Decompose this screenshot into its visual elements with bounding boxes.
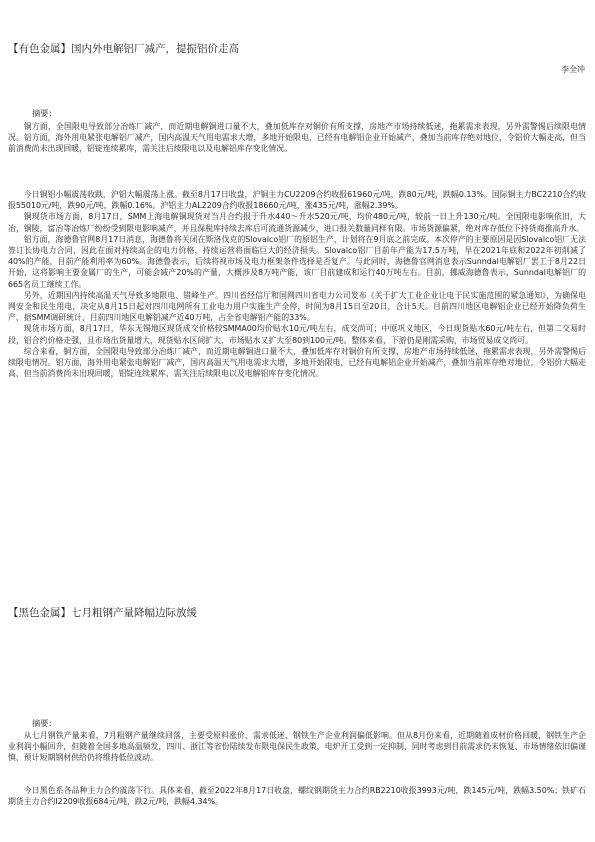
- section-title-ferrous: 【黑色金属】七月粗钢产量降幅边际放缓: [8, 607, 197, 619]
- abstract-body-nonferrous: [8, 121, 586, 155]
- main-body-ferrous: [8, 785, 586, 807]
- abstract-label: 摘要：: [32, 718, 57, 728]
- paragraph-market-close: 今日铜铝小幅震荡收跌，沪铝大幅震荡上涨。截至8月17日收盘，沪铜主力CU2209合约收报61960元/吨，跌80元/吨，跌幅0.13%。国际铜主力BC2210合约收报55010元/吨，跌90元/吨，跌幅0.16%。沪铝主力AL2209合约收报18660元/吨，涨435元/吨，涨幅2.39%。: [8, 190, 586, 211]
- paragraph-power-limit: 另外，近期国内持续高温天气导致多地限电、错峰生产。四川省经信厅和国网四川省电力公司发布《关于扩大工业企业让电于民实施范围的紧急通知》，为确保电网安全和民生用电，决定从8月15日起对四川电网所有工业电力用户实施生产全停，时间为8月15日至20日，合计5天。目前四川地区电解铝企业已经开始降负荷生产，据SMM调研统计，目前四川地区电解铝减产近40万吨，占全省电解铝产能的33%。: [8, 290, 586, 323]
- paragraph-aluminum-hydro: 铝方面，海德鲁官网8月17日消息，海德鲁将关闭在斯洛伐克的Slovalco铝厂的原铝生产，计划将在9月底之前完成。本次停产的主要原因是因Slovalco铝厂无法签订长协电力合同，因此在面对持续高企的电力价格，持续运营将面临巨大的经济损失。Slovalco铝厂目前年产能为17.5万吨，早在2021年底和2022年初削减了40%的产能，目前产能利用率为60%。海德鲁表示，后续将视市场及电力框架条件选择是否复产。与此同时，海德鲁官网消息表示Sunndal电解铝厂罢工于8月22日开始，这将影响主要金属厂的生产，可能会减产20%的产量，大概涉及8万吨产能，该厂目前建成和运行40万吨左右。目前，挪威海德鲁表示，Sunndal电解铝厂的665名员工继续工作。: [8, 234, 586, 289]
- abstract-body-ferrous: [8, 730, 586, 764]
- paragraph-summary: 综合来看，铜方面，全国限电导致部分冶炼厂减产，而近期电解铜进口量不大，叠加低库存对铜价有所支撑，房地产市场持续低迷，拖累需求表现，另外需警惕后续限电情况。铝方面，海外用电紧张电解铝厂减产，国内高温天气用电需求大增，多地开始限电，已经有电解铝企业开始减产，叠加当前库存绝对地位，令铝价大幅走高，但当前消费尚未出现回暖，铝锭连续累库，需关注后续限电以及电解铝库存变化情况。: [8, 346, 586, 379]
- section-title-nonferrous: 【有色金属】国内外电解铝厂减产，提振铝价走高: [8, 43, 239, 55]
- author-name: 李全冲: [561, 65, 585, 74]
- abstract-paragraph: 铜方面，全国限电导致部分冶炼厂减产，而近期电解铜进口量不大，叠加低库存对铜价有所支撑，房地产市场持续低迷，拖累需求表现，另外需警惕后续限电情况。铝方面，海外用电紧张电解铝厂减产，国内高温天气用电需求大增，多地开始限电，已经有电解铝企业开始减产，叠加当前库存绝对地位，令铝价大幅走高，但当前消费尚未出现回暖，铝锭连续累库，需关注后续限电以及电解铝库存变化情况。: [8, 122, 586, 154]
- abstract-paragraph: 从七月钢铁产量来看，7月粗钢产量继续回落，主要受原料涨价、需求低迷、钢铁生产企业利润偏低影响。但从8月份来看，近期随着成材价格回暖，钢铁生产企业利润小幅回升，但随着全国多地高温频发，四川、浙江等省份陆续发布限电保民生政策，电炉开工受到一定抑制，同时考虑到目前需求仍未恢复、市场情绪依旧偏谨慎，预计短期钢材供给仍将维持低位波动。: [8, 731, 586, 763]
- paragraph-aluminum-spot: 现货市场方面，8月17日，华东无锡地区现货成交价格较SMMA00均价贴水10元/吨左右，成交尚可；中原巩义地区，今日现货贴水60元/吨左右，但第二交易时段，铝合约价格走强，且市场出货量增大，现货贴水区间扩大，市场贴水又扩大至80到100元/吨。整体来看，下游仍是刚需采购，市场贸易成交尚可。: [8, 324, 586, 345]
- paragraph-copper-spot: 铜现货市场方面，8月17日，SMM上海电解铜现货对当月合约报于升水440～升水520元/吨，均价480元/吨，较前一日上升130元/吨。全国限电影响依旧，大冶，铜陵，富冶等冶炼厂纷纷受到限电影响减产，并且保税库持续去库后可流通货源减少，进口报关数量同样有限。市场货源偏紧，绝对库存低位下持货商推高升水。: [8, 212, 586, 233]
- paragraph-market-close: 今日黑色系各品种主力合约震荡下行。具体来看，截至2022年8月17日收盘，螺纹钢期货主力合约RB2210收报3993元/吨，跌145元/吨，跌幅3.50%；铁矿石期货主力合约I2209收报684元/吨，跌2元/吨，跌幅4.34%。: [8, 786, 586, 807]
- main-body-nonferrous: [8, 189, 586, 379]
- abstract-label: 摘要：: [32, 108, 57, 118]
